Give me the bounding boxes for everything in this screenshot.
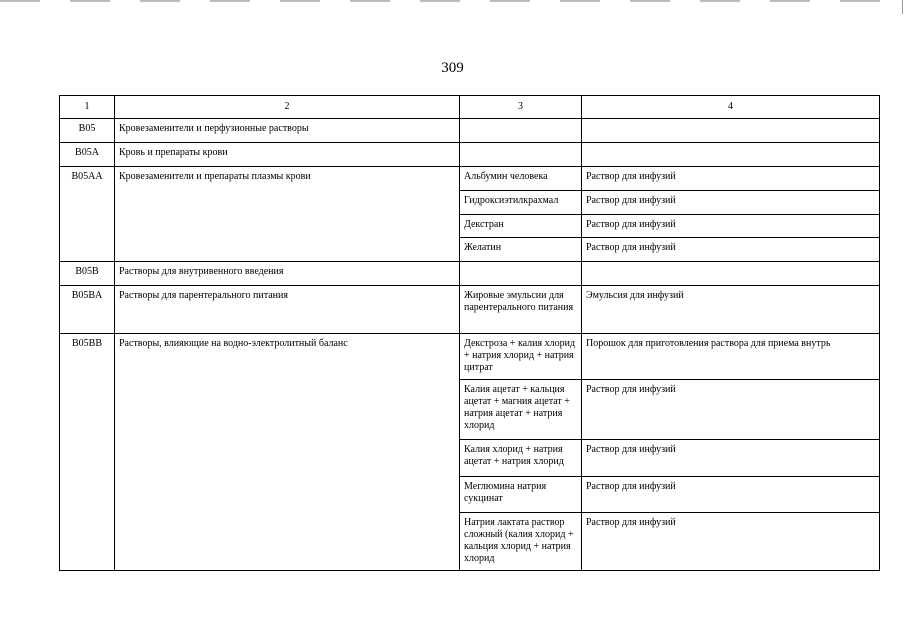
dosage-form: Раствор для инфузий bbox=[582, 380, 880, 440]
drug-name bbox=[460, 119, 582, 143]
atc-code: B05BB bbox=[60, 334, 115, 571]
dosage-form: Раствор для инфузий bbox=[582, 191, 880, 215]
drug-name: Альбумин человека bbox=[460, 167, 582, 191]
drug-name: Жировые эмульсии для парентерального питания bbox=[460, 286, 582, 334]
atc-code: B05 bbox=[60, 119, 115, 143]
group-name: Кровь и препараты крови bbox=[115, 143, 460, 167]
page-number: 309 bbox=[441, 60, 464, 76]
dosage-form: Раствор для инфузий bbox=[582, 167, 880, 191]
drug-name: Калия ацетат + кальция ацетат + магния ацетат + натрия ацетат + натрия хлорид bbox=[460, 380, 582, 440]
column-header: 4 bbox=[582, 96, 880, 119]
dosage-form: Эмульсия для инфузий bbox=[582, 286, 880, 334]
table-row bbox=[60, 262, 880, 286]
drug-name bbox=[460, 143, 582, 167]
column-header: 2 bbox=[115, 96, 460, 119]
dosage-form: Раствор для инфузий bbox=[582, 215, 880, 238]
group-name: Кровезаменители и перфузионные растворы bbox=[115, 119, 460, 143]
scan-edge-top bbox=[0, 0, 905, 2]
drug-name: Декстроза + калия хлорид + натрия хлорид + натрия цитрат bbox=[460, 334, 582, 380]
drug-name: Декстран bbox=[460, 215, 582, 238]
dosage-form bbox=[582, 143, 880, 167]
group-name: Кровезаменители и препараты плазмы крови bbox=[115, 167, 460, 262]
drug-classification-table bbox=[59, 95, 880, 571]
dosage-form: Порошок для приготовления раствора для приема внутрь bbox=[582, 334, 880, 380]
column-header: 1 bbox=[60, 96, 115, 119]
column-header: 3 bbox=[460, 96, 582, 119]
atc-code: B05BA bbox=[60, 286, 115, 334]
dosage-form: Раствор для инфузий bbox=[582, 477, 880, 513]
drug-name: Натрия лактата раствор сложный (калия хлорид + кальция хлорид + натрия хлорид bbox=[460, 513, 582, 571]
dosage-form bbox=[582, 262, 880, 286]
drug-name bbox=[460, 262, 582, 286]
drug-name: Гидроксиэтилкрахмал bbox=[460, 191, 582, 215]
table-row bbox=[60, 286, 880, 334]
group-name: Растворы для парентерального питания bbox=[115, 286, 460, 334]
table-row bbox=[60, 167, 880, 191]
atc-code: B05AA bbox=[60, 167, 115, 262]
table-row bbox=[60, 334, 880, 380]
atc-code: B05B bbox=[60, 262, 115, 286]
atc-code: B05A bbox=[60, 143, 115, 167]
group-name: Растворы для внутривенного введения bbox=[115, 262, 460, 286]
table-row bbox=[60, 119, 880, 143]
table-header-row bbox=[60, 96, 880, 119]
drug-name: Желатин bbox=[460, 238, 582, 262]
drug-name: Меглюмина натрия сукцинат bbox=[460, 477, 582, 513]
dosage-form: Раствор для инфузий bbox=[582, 513, 880, 571]
group-name: Растворы, влияющие на водно-электролитный баланс bbox=[115, 334, 460, 571]
dosage-form bbox=[582, 119, 880, 143]
dosage-form: Раствор для инфузий bbox=[582, 440, 880, 477]
drug-name: Калия хлорид + натрия ацетат + натрия хлорид bbox=[460, 440, 582, 477]
table-row bbox=[60, 143, 880, 167]
dosage-form: Раствор для инфузий bbox=[582, 238, 880, 262]
scan-edge-right bbox=[902, 0, 903, 14]
